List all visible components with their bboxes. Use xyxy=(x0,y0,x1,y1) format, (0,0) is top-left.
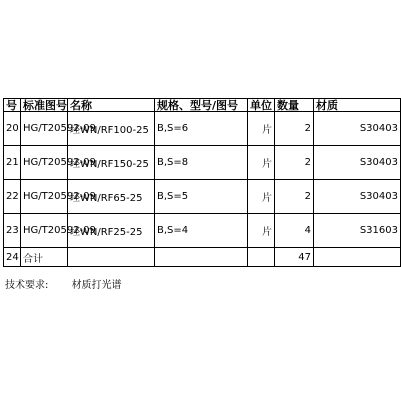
header-cell[interactable]: 号 xyxy=(4,99,21,112)
header-cell[interactable]: 单位 xyxy=(248,99,275,112)
name-cell[interactable]: 坯WN/RF100-25 xyxy=(68,112,155,146)
header-cell[interactable]: 名称 xyxy=(68,99,155,112)
unit-cell[interactable]: 片 xyxy=(248,214,275,248)
standard-cell[interactable]: HG/T20592-09 xyxy=(21,180,68,214)
spec-cell[interactable]: B,S=5 xyxy=(155,180,248,214)
empty-cell[interactable] xyxy=(314,248,401,267)
material-cell[interactable]: S30403 xyxy=(314,112,401,146)
technical-requirements xyxy=(5,276,122,291)
bom-table xyxy=(3,98,401,267)
name-cell[interactable]: 坯WN/RF65-25 xyxy=(68,180,155,214)
row-number-cell[interactable]: 22 xyxy=(4,180,21,214)
row-number-cell[interactable]: 23 xyxy=(4,214,21,248)
total-row xyxy=(4,248,401,267)
header-cell[interactable]: 材质 xyxy=(314,99,401,112)
tech-label[interactable]: 技术要求: xyxy=(5,280,49,291)
name-cell[interactable]: 坯WN/RF150-25 xyxy=(68,146,155,180)
standard-cell[interactable]: HG/T20592-09 xyxy=(21,214,68,248)
table-row xyxy=(4,146,401,180)
spec-cell[interactable]: B,S=4 xyxy=(155,214,248,248)
unit-cell[interactable]: 片 xyxy=(248,146,275,180)
header-cell[interactable]: 规格、型号/图号 xyxy=(155,99,248,112)
name-cell[interactable]: 坯WN/RF25-25 xyxy=(68,214,155,248)
unit-cell[interactable]: 片 xyxy=(248,112,275,146)
standard-cell[interactable]: HG/T20592-09 xyxy=(21,146,68,180)
unit-cell[interactable]: 片 xyxy=(248,180,275,214)
quantity-cell[interactable]: 4 xyxy=(275,214,314,248)
table-row xyxy=(4,214,401,248)
row-number-cell[interactable]: 21 xyxy=(4,146,21,180)
tech-value[interactable]: 材质打光谱 xyxy=(71,280,122,291)
row-number-cell[interactable]: 20 xyxy=(4,112,21,146)
quantity-cell[interactable]: 2 xyxy=(275,112,314,146)
empty-cell[interactable] xyxy=(155,248,248,267)
spec-cell[interactable]: B,S=6 xyxy=(155,112,248,146)
total-quantity-cell[interactable]: 47 xyxy=(275,248,314,267)
table-row xyxy=(4,112,401,146)
material-cell[interactable]: S30403 xyxy=(314,146,401,180)
table-row xyxy=(4,180,401,214)
quantity-cell[interactable]: 2 xyxy=(275,180,314,214)
row-number-cell[interactable]: 24 xyxy=(4,248,21,267)
header-cell[interactable]: 标准图号 xyxy=(21,99,68,112)
total-label-cell[interactable]: 合计 xyxy=(21,248,68,267)
material-cell[interactable]: S30403 xyxy=(314,180,401,214)
empty-cell[interactable] xyxy=(68,248,155,267)
header-row xyxy=(4,99,401,112)
quantity-cell[interactable]: 2 xyxy=(275,146,314,180)
material-cell[interactable]: S31603 xyxy=(314,214,401,248)
empty-cell[interactable] xyxy=(248,248,275,267)
header-cell[interactable]: 数量 xyxy=(275,99,314,112)
standard-cell[interactable]: HG/T20592-09 xyxy=(21,112,68,146)
spec-cell[interactable]: B,S=8 xyxy=(155,146,248,180)
